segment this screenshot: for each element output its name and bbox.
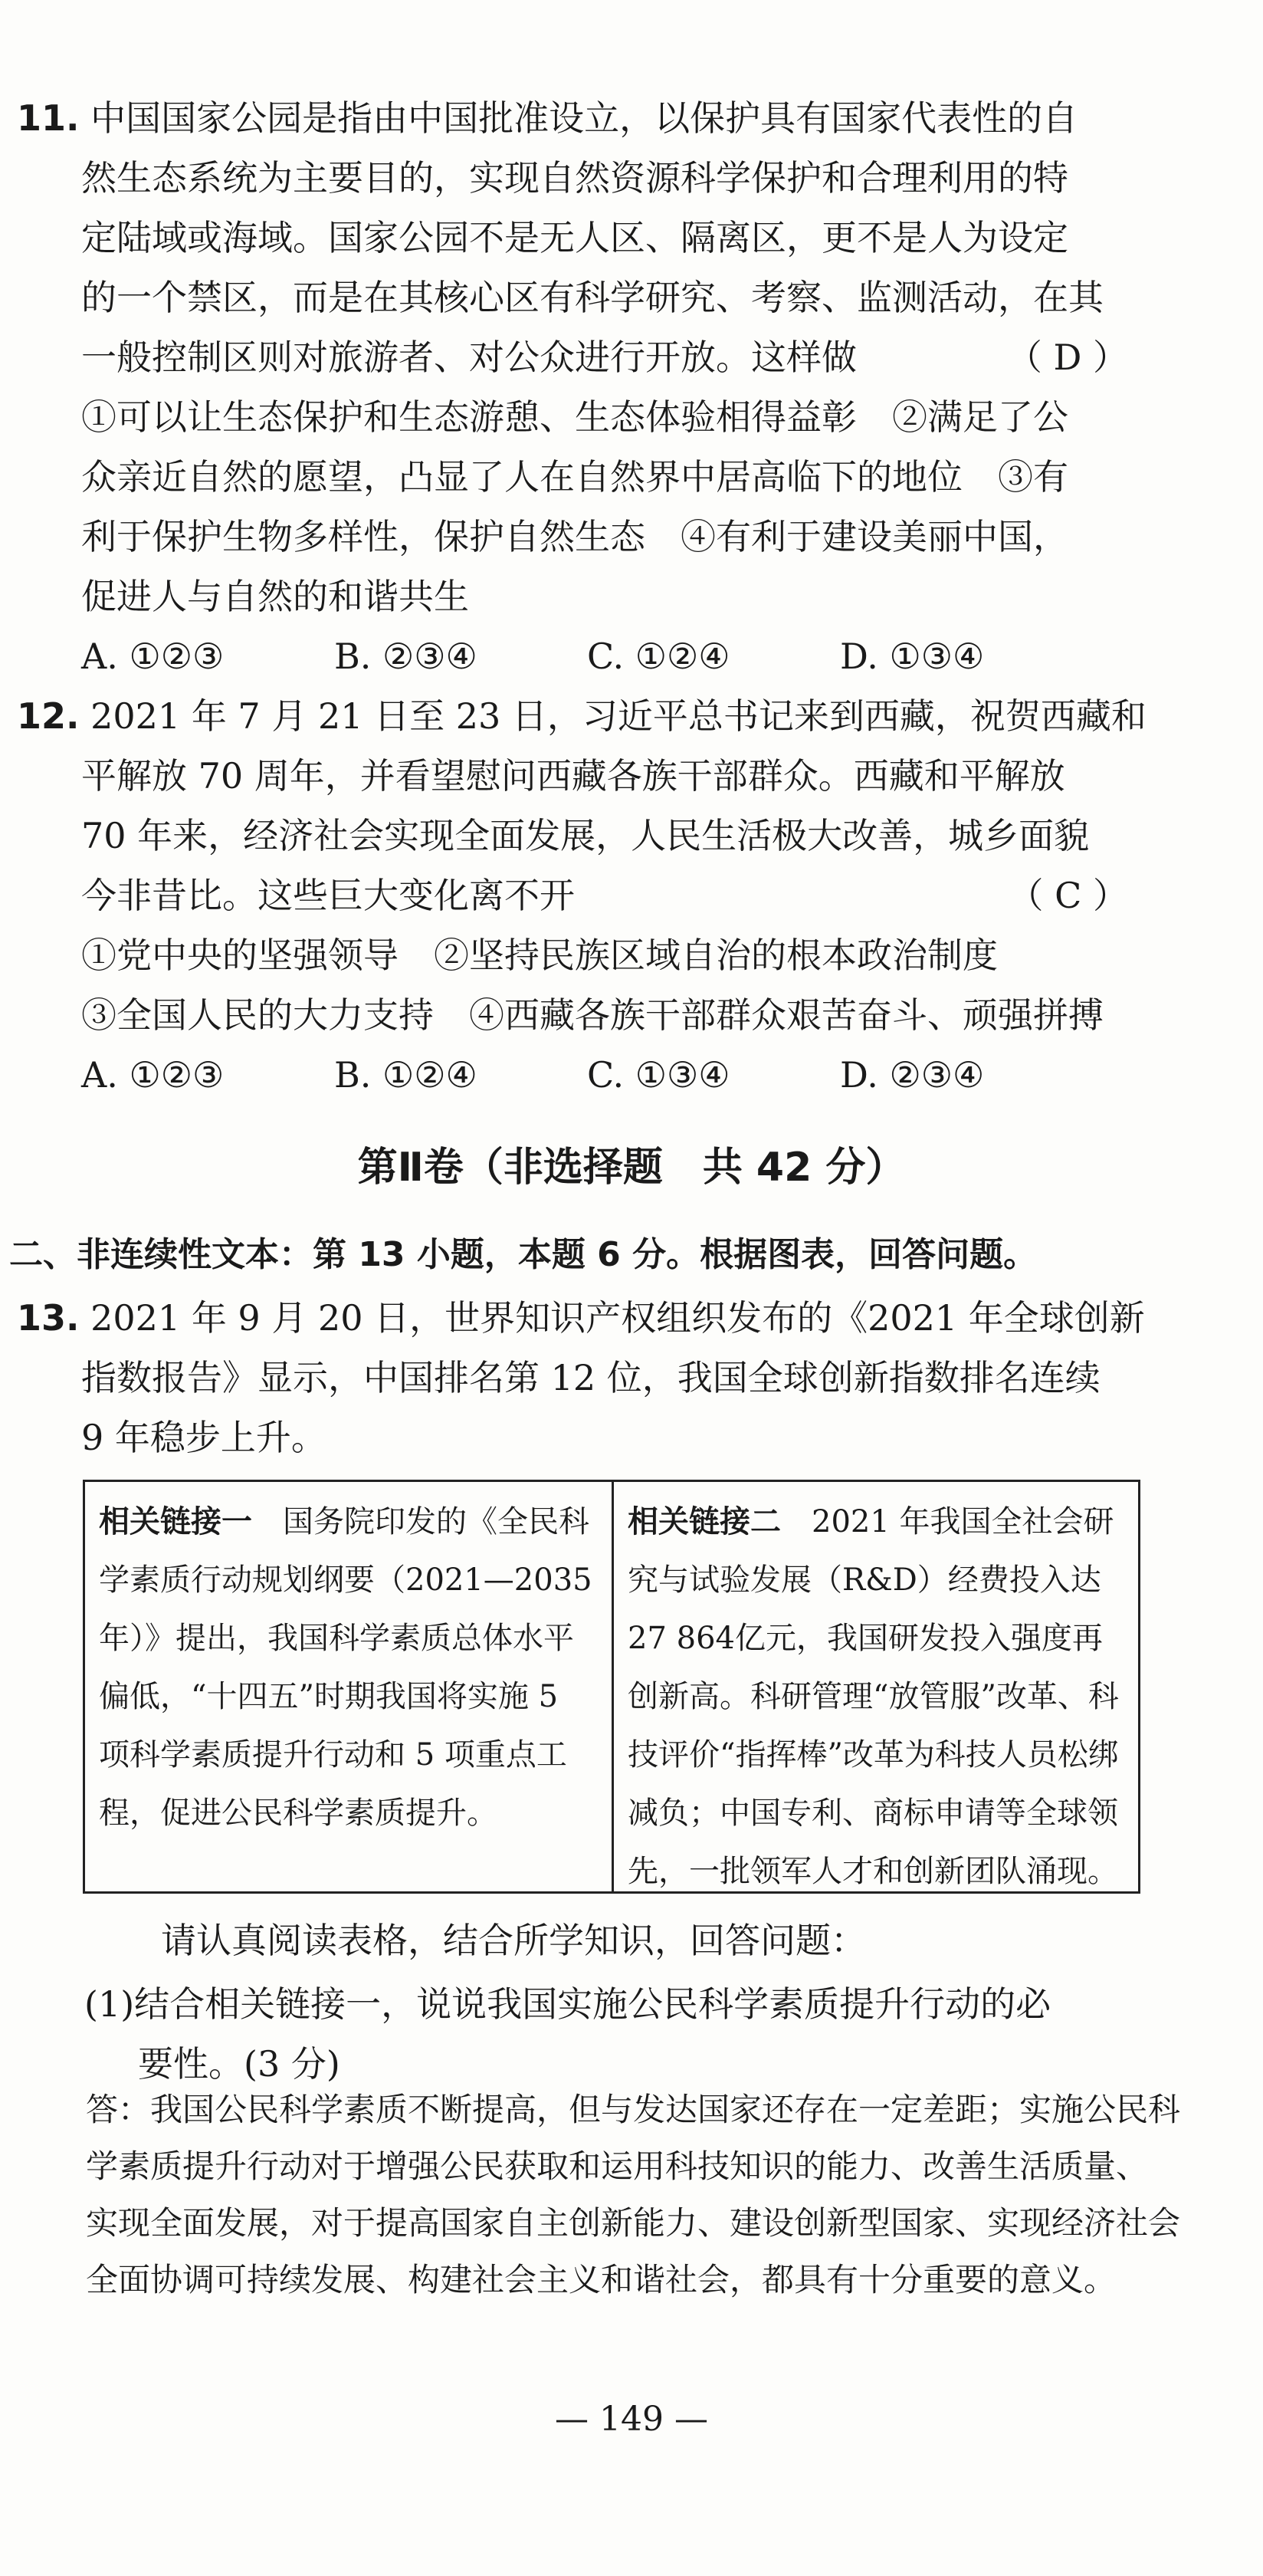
section-title: 第Ⅱ卷（非选择题 共 42 分）	[357, 1145, 906, 1191]
question-11	[17, 88, 1143, 686]
q12-stem-end: 今非昔比。这些巨大变化离不开	[81, 875, 575, 916]
q13-line: 9 年稳步上升。	[81, 1417, 326, 1458]
q12-line	[17, 686, 1147, 746]
answer-line: 全面协调可持续发展、构建社会主义和谐社会，都具有十分重要的意义。	[86, 2261, 1117, 2298]
q12-line: 平解放 70 周年，并看望慰问西藏各族干部群众。西藏和平解放	[81, 755, 1065, 797]
q13-sub1-line1: (1)结合相关链接一，说说我国实施公民科学素质提升行动的必	[84, 1983, 1051, 2025]
q13-line	[17, 1288, 1143, 1348]
link-2-title: 相关链接二	[628, 1504, 781, 1539]
q11-option-b: B. ②③④	[334, 636, 477, 677]
links-table	[83, 1480, 1140, 1894]
q13-text: 2021 年 9 月 20 日，世界知识产权组织发布的《2021 年全球创新	[90, 1297, 1145, 1339]
q12-number: 12.	[17, 695, 80, 737]
q11-line: 促进人与自然的和谐共生	[81, 576, 469, 617]
q13-sub1-line2: 要性。(3 分)	[138, 2043, 340, 2085]
q13-answer	[86, 2082, 1181, 2308]
q11-line	[17, 88, 1143, 148]
q12-line: 70 年来，经济社会实现全面发展，人民生活极大改善，城乡面貌	[81, 815, 1090, 856]
link-1-title: 相关链接一	[99, 1504, 252, 1539]
q12-options	[17, 1045, 1143, 1105]
link-1-cell	[85, 1482, 612, 1891]
q13-instruction: 请认真阅读表格，结合所学知识，回答问题：	[161, 1920, 866, 1961]
q11-line: 定陆域或海域。国家公园不是无人区、隔离区，更不是人为设定	[81, 217, 1068, 258]
answer-line: 学素质提升行动对于增强公民获取和运用科技知识的能力、改善生活质量、	[86, 2147, 1149, 2185]
q12-line	[17, 866, 1143, 925]
question-12	[17, 686, 1147, 1105]
q11-line: 利于保护生物多样性，保护自然生态 ④有利于建设美丽中国，	[81, 516, 1068, 557]
q11-option-c: C. ①②④	[587, 636, 730, 677]
q12-option-d: D. ②③④	[840, 1054, 985, 1096]
q11-line: ①可以让生态保护和生态游憩、生态体验相得益彰 ②满足了公	[81, 396, 1068, 438]
link-1-text: 国务院印发的《全民科学素质行动规划纲要（2021—2035 年）》提出，我国科学素质总体水平偏低，“十四五”时期我国将实施 5 项科学素质提升行动和 5 项重点工程，促进公民科学素质提升。	[99, 1504, 592, 1831]
q12-option-b: B. ①②④	[334, 1054, 477, 1096]
q11-line: 的一个禁区，而是在其核心区有科学研究、考察、监测活动，在其	[81, 277, 1104, 318]
q12-line: ③全国人民的大力支持 ④西藏各族干部群众艰苦奋斗、顽强拼搏	[81, 994, 1104, 1036]
q11-line	[17, 327, 1143, 387]
question-13	[17, 1288, 1143, 1467]
q12-line: ①党中央的坚强领导 ②坚持民族区域自治的根本政治制度	[81, 935, 998, 976]
q11-answer: （ D ）	[1006, 337, 1128, 378]
answer-line: 实现全面发展，对于提高国家自主创新能力、建设创新型国家、实现经济社会	[86, 2204, 1181, 2242]
q13-line: 指数报告》显示，中国排名第 12 位，我国全球创新指数排名连续	[81, 1357, 1101, 1398]
q13-sub1	[84, 1974, 1196, 2094]
q12-answer: （ C ）	[1008, 875, 1128, 916]
q11-line: 然生态系统为主要目的，实现自然资源科学保护和合理利用的特	[81, 157, 1068, 199]
q11-text: 中国国家公园是指由中国批准设立，以保护具有国家代表性的自	[90, 97, 1078, 139]
link-2-text: 2021 年我国全社会研究与试验发展（R&D）经费投入达 27 864亿元，我国研发投入强度再创新高。科研管理“放管服”改革、科技评价“指挥棒”改革为科技人员松绑减负；中国专利、商标申请等全球领先，一批领军人才和创新团队涌现。	[628, 1504, 1119, 1889]
q11-stem-end: 一般控制区则对旅游者、对公众进行开放。这样做	[81, 337, 857, 378]
q11-option-d: D. ①③④	[840, 636, 985, 677]
q11-line: 众亲近自然的愿望，凸显了人在自然界中居高临下的地位 ③有	[81, 456, 1068, 498]
page-number: — 149 —	[555, 2400, 708, 2439]
q12-text: 2021 年 7 月 21 日至 23 日，习近平总书记来到西藏，祝贺西藏和	[90, 695, 1147, 737]
q12-option-c: C. ①③④	[587, 1054, 730, 1096]
part-title: 二、非连续性文本：第 13 小题，本题 6 分。根据图表，回答问题。	[9, 1235, 1038, 1274]
link-2-cell	[612, 1482, 1138, 1891]
answer-line: 答：我国公民科学素质不断提高，但与发达国家还存在一定差距；实施公民科	[86, 2091, 1181, 2128]
q13-number: 13.	[17, 1297, 80, 1339]
q11-options	[17, 626, 1143, 686]
q11-number: 11.	[17, 97, 80, 139]
q11-option-a: A. ①②③	[81, 636, 225, 677]
q12-option-a: A. ①②③	[81, 1054, 225, 1096]
